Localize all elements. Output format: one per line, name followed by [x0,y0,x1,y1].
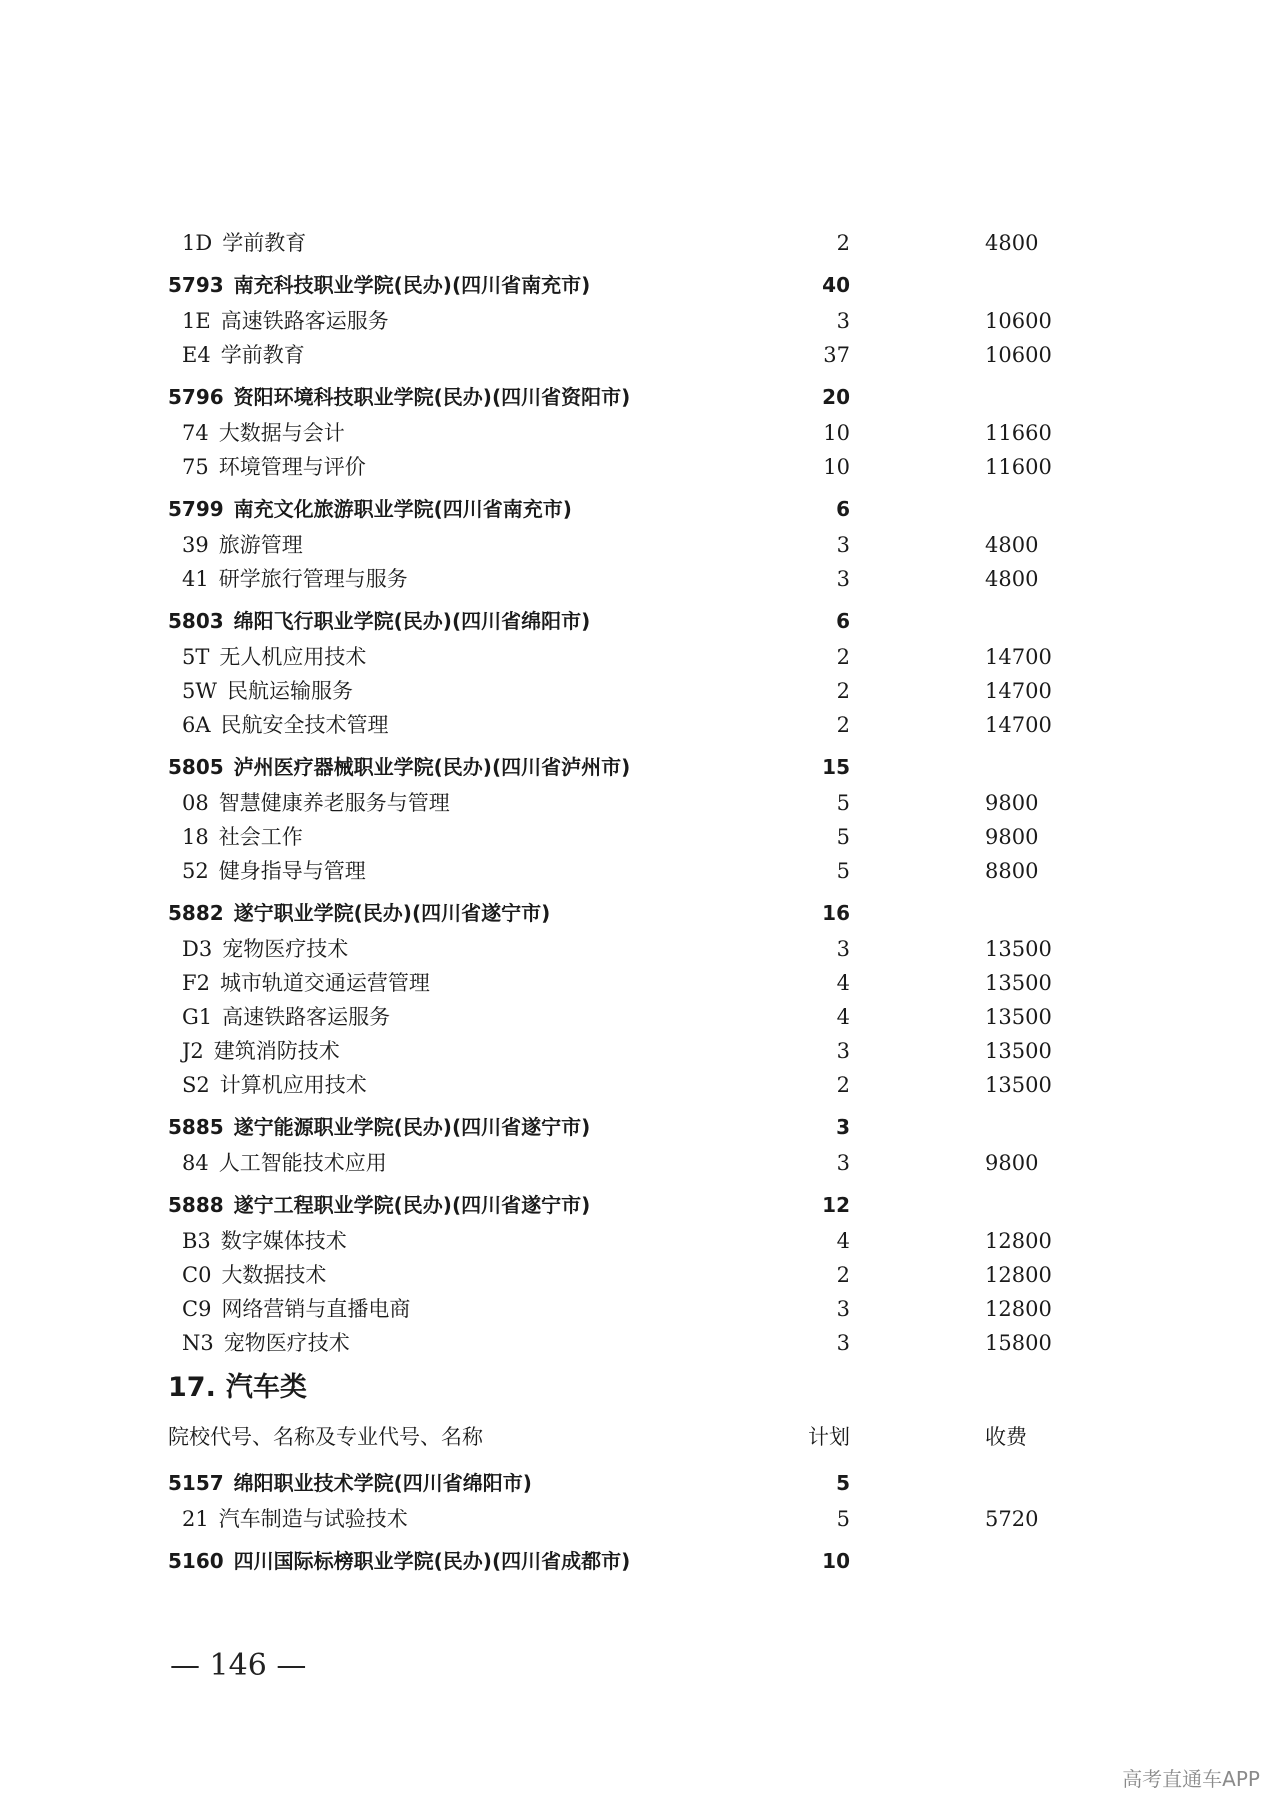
row-title: 人工智能技术应用 [218,1151,387,1175]
row-title: 学前教育 [222,231,307,255]
plan-count: 2 [836,1073,850,1097]
fee-amount: 8800 [985,859,1039,883]
row-code: 5796 [168,385,224,409]
fee-amount: 14700 [985,713,1052,737]
major-row [168,1258,1068,1292]
plan-count: 5 [836,825,850,849]
major-row [168,1146,1068,1180]
major-row [168,1000,1068,1034]
plan-count: 3 [836,1297,850,1321]
row-code: 5799 [168,497,224,521]
row-name [182,674,353,708]
row-title: 四川国际标榜职业学院(民办)(四川省成都市) [233,1549,631,1573]
row-code: 5T [182,645,210,669]
row-title: 资阳环境科技职业学院(民办)(四川省资阳市) [233,385,631,409]
plan-count: 5 [836,859,850,883]
major-row [168,1068,1068,1102]
major-row [168,1292,1068,1326]
fee-amount: 13500 [985,1073,1052,1097]
row-name [168,1102,590,1152]
row-name [182,562,408,596]
row-title: 研学旅行管理与服务 [218,567,408,591]
fee-amount: 10600 [985,343,1052,367]
fee-amount: 14700 [985,679,1052,703]
row-code: 5157 [168,1471,224,1495]
fee-amount: 4800 [985,231,1039,255]
row-code: 5803 [168,609,224,633]
row-title: 绵阳职业技术学院(四川省绵阳市) [233,1471,532,1495]
row-name [182,1258,326,1292]
major-row [168,674,1068,708]
major-row [168,640,1068,674]
plan-count: 2 [836,645,850,669]
plan-count: 15 [822,755,850,779]
fee-amount: 12800 [985,1229,1052,1253]
row-code: 21 [182,1507,209,1531]
plan-count: 37 [823,343,850,367]
major-row [168,528,1068,562]
row-name [182,416,345,450]
row-code: 39 [182,533,209,557]
row-title: 汽车制造与试验技术 [218,1507,408,1531]
row-code: C9 [182,1297,212,1321]
school-row [168,1180,1068,1224]
major-row [168,450,1068,484]
section-heading [168,1360,1068,1412]
row-code: 84 [182,1151,209,1175]
row-title: 网络营销与直播电商 [221,1297,411,1321]
row-name [168,596,590,646]
row-name [168,1458,532,1508]
school-row [168,1536,1068,1580]
fee-amount: 13500 [985,1005,1052,1029]
row-title: 无人机应用技术 [219,645,367,669]
row-code: 74 [182,421,209,445]
major-row [168,1502,1068,1536]
plan-count: 10 [822,1549,850,1573]
row-title: 民航安全技术管理 [220,713,389,737]
school-row [168,596,1068,640]
row-name [168,1180,590,1230]
fee-amount: 13500 [985,1039,1052,1063]
row-name [168,1360,307,1416]
school-row [168,260,1068,304]
row-code: 1D [182,231,213,255]
row-name [182,304,389,338]
fee-amount: 14700 [985,645,1052,669]
row-code: E4 [182,343,211,367]
major-row [168,1326,1068,1360]
row-code: 08 [182,791,209,815]
school-row [168,888,1068,932]
major-row [168,562,1068,596]
row-code: J2 [182,1039,204,1063]
row-name [182,1146,387,1180]
row-name [182,1326,350,1360]
row-title: 汽车类 [225,1372,307,1403]
plan-count: 2 [836,713,850,737]
row-title: 民航运输服务 [226,679,353,703]
row-code: 75 [182,455,209,479]
row-name [182,786,450,820]
fee-amount: 4800 [985,567,1039,591]
row-name [182,640,366,674]
row-title: 绵阳飞行职业学院(民办)(四川省绵阳市) [233,609,591,633]
row-name [182,528,303,562]
row-title: 学前教育 [220,343,305,367]
plan-count: 3 [836,309,850,333]
row-code: 6A [182,713,211,737]
column-header-row [168,1412,1068,1458]
plan-count: 2 [836,679,850,703]
row-title: 建筑消防技术 [213,1039,340,1063]
plan-count: 4 [836,1229,850,1253]
fee-amount: 5720 [985,1507,1039,1531]
school-row [168,1458,1068,1502]
row-title: 泸州医疗器械职业学院(民办)(四川省泸州市) [233,755,631,779]
major-row [168,304,1068,338]
row-code: N3 [182,1331,214,1355]
school-row [168,1102,1068,1146]
row-code: 52 [182,859,209,883]
row-name [182,1502,408,1536]
school-row [168,484,1068,528]
major-row [168,786,1068,820]
fee-amount: 13500 [985,937,1052,961]
row-name [182,708,389,742]
plan-count: 3 [836,1331,850,1355]
row-code: G1 [182,1005,213,1029]
row-title: 宠物医疗技术 [222,937,349,961]
row-title: 南充科技职业学院(民办)(四川省南充市) [233,273,591,297]
fee-amount: 10600 [985,309,1052,333]
plan-count: 3 [836,937,850,961]
row-code: C0 [182,1263,212,1287]
row-title: 南充文化旅游职业学院(四川省南充市) [233,497,572,521]
row-code: 17. [168,1372,216,1403]
row-title: 智慧健康养老服务与管理 [218,791,450,815]
school-row [168,742,1068,786]
major-row [168,932,1068,966]
plan-count: 3 [836,567,850,591]
major-row [168,854,1068,888]
fee-amount: 13500 [985,971,1052,995]
row-name [182,226,306,260]
plan-count: 10 [823,455,850,479]
row-code: 1E [182,309,211,333]
row-title: 高速铁路客运服务 [222,1005,391,1029]
row-title: 宠物医疗技术 [223,1331,350,1355]
plan-count: 10 [823,421,850,445]
row-code: 5793 [168,273,224,297]
fee-amount: 12800 [985,1297,1052,1321]
plan-count: 2 [836,1263,850,1287]
fee-amount: 15800 [985,1331,1052,1355]
row-code: S2 [182,1073,210,1097]
school-row [168,372,1068,416]
row-title: 城市轨道交通运营管理 [219,971,430,995]
major-row [168,966,1068,1000]
major-row [168,416,1068,450]
page-number: — 146 — [170,1648,307,1683]
row-code: 5805 [168,755,224,779]
plan-count: 5 [836,1507,850,1531]
fee-amount: 4800 [985,533,1039,557]
plan-count: 16 [822,901,850,925]
row-name [182,820,303,854]
row-code: F2 [182,971,210,995]
admission-plan-list [168,226,1068,1580]
column-header-plan: 计划 [808,1425,850,1449]
row-code: B3 [182,1229,211,1253]
plan-count: 20 [822,385,850,409]
plan-count: 4 [836,1005,850,1029]
row-title: 遂宁能源职业学院(民办)(四川省遂宁市) [233,1115,591,1139]
fee-amount: 9800 [985,825,1039,849]
major-row [168,338,1068,372]
row-code: D3 [182,937,213,961]
row-title: 社会工作 [218,825,303,849]
row-name [182,1224,347,1258]
row-name [182,854,366,888]
fee-amount: 11660 [985,421,1052,445]
row-name [182,932,348,966]
plan-count: 6 [836,497,850,521]
row-name [168,742,630,792]
plan-count: 6 [836,609,850,633]
plan-count: 3 [836,1115,850,1139]
major-row [168,708,1068,742]
row-code: 5160 [168,1549,224,1573]
row-name [182,450,366,484]
plan-count: 12 [822,1193,850,1217]
watermark: 高考直通车APP [1122,1767,1260,1791]
row-title: 大数据与会计 [218,421,345,445]
row-title: 数字媒体技术 [220,1229,347,1253]
major-row [168,820,1068,854]
row-code: 5882 [168,901,224,925]
row-title: 旅游管理 [218,533,303,557]
row-title: 环境管理与评价 [218,455,366,479]
row-title: 健身指导与管理 [218,859,366,883]
fee-amount: 9800 [985,1151,1039,1175]
row-code: 5885 [168,1115,224,1139]
row-name [168,260,590,310]
major-row [168,1224,1068,1258]
row-code: 18 [182,825,209,849]
row-name [168,484,572,534]
row-name [182,966,430,1000]
row-name [168,372,630,422]
plan-count: 3 [836,533,850,557]
plan-count: 3 [836,1151,850,1175]
row-title: 大数据技术 [221,1263,327,1287]
plan-count: 5 [836,791,850,815]
row-name [182,338,305,372]
plan-count: 3 [836,1039,850,1063]
row-name [182,1292,410,1326]
row-title: 高速铁路客运服务 [220,309,389,333]
fee-amount: 9800 [985,791,1039,815]
row-name [168,1536,630,1586]
row-title: 计算机应用技术 [219,1073,367,1097]
major-row [168,1034,1068,1068]
row-name [182,1000,390,1034]
column-header-fee: 收费 [985,1425,1027,1449]
row-title: 遂宁工程职业学院(民办)(四川省遂宁市) [233,1193,591,1217]
row-code: 5888 [168,1193,224,1217]
plan-count: 4 [836,971,850,995]
column-header-name [168,1412,483,1462]
row-name [168,888,550,938]
row-title: 遂宁职业学院(民办)(四川省遂宁市) [233,901,551,925]
row-title: 院校代号、名称及专业代号、名称 [168,1425,483,1449]
fee-amount: 12800 [985,1263,1052,1287]
plan-count: 2 [836,231,850,255]
row-code: 41 [182,567,209,591]
plan-count: 40 [822,273,850,297]
fee-amount: 11600 [985,455,1052,479]
plan-count: 5 [836,1471,850,1495]
row-code: 5W [182,679,217,703]
row-name [182,1034,340,1068]
row-name [182,1068,367,1102]
major-row [168,226,1068,260]
